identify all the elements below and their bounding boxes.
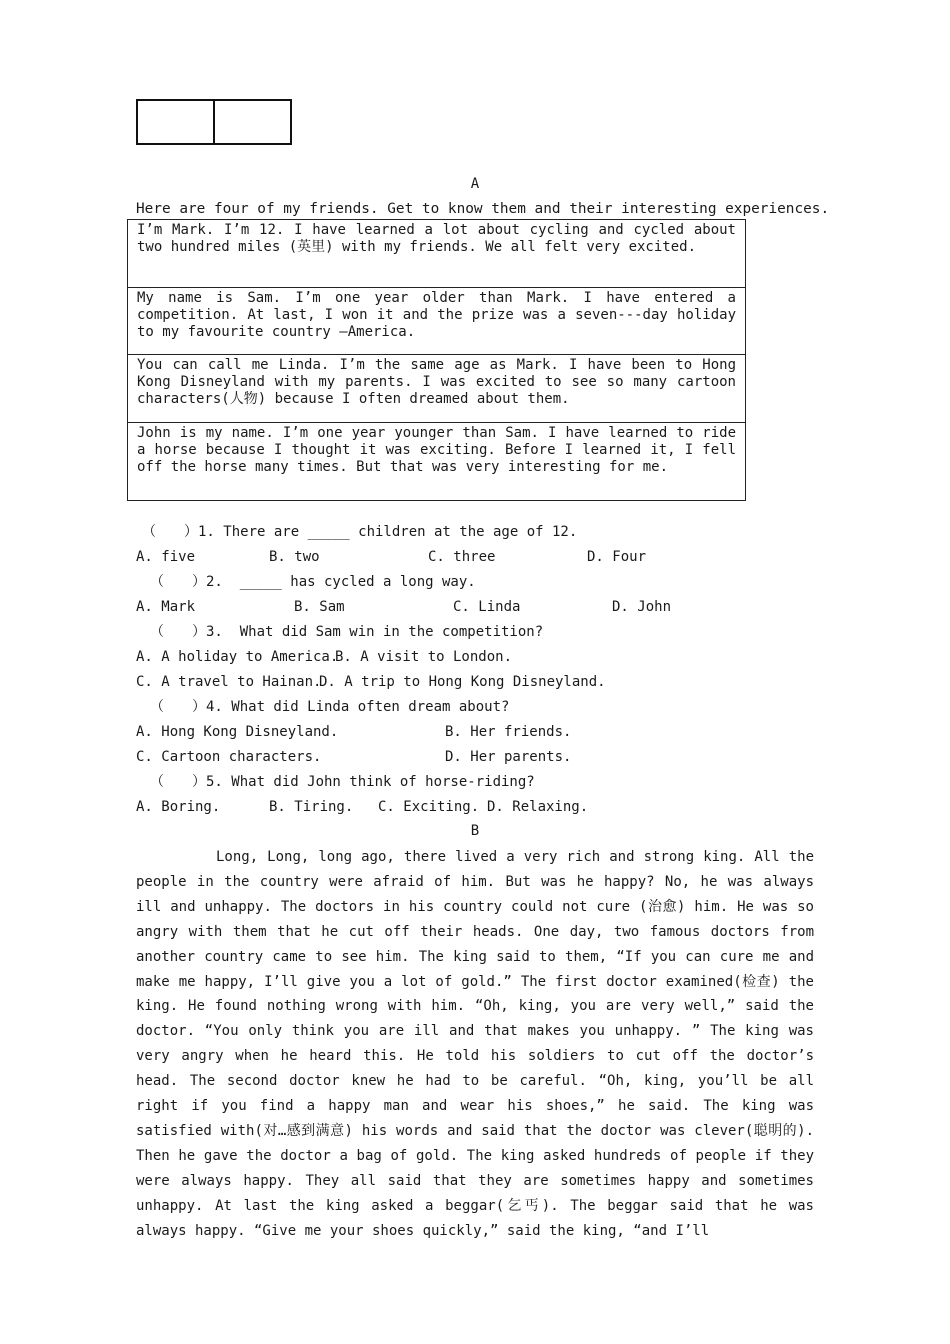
section-b-title: B (470, 823, 480, 839)
section-a-intro: Here are four of my friends. Get to know them and their interesting experiences. (136, 201, 830, 217)
q4-option-c[interactable]: C. Cartoon characters. (136, 749, 322, 765)
q5-option-b[interactable]: B. Tiring. (269, 799, 354, 815)
question-5: （ ）5. What did John think of horse-riding? (150, 774, 535, 790)
friend-linda: You can call me Linda. I’m the same age as Mark. I have been to Hong Kong Disneyland with my parents. I was excited to see so many cartoon characters(人物) because I often dreamed about them. (128, 355, 745, 423)
q1-option-d[interactable]: D. Four (587, 549, 647, 565)
q3-option-a[interactable]: A. A holiday to America. (136, 649, 339, 665)
question-4: （ ）4. What did Linda often dream about? (150, 699, 510, 715)
score-cell (213, 101, 290, 143)
question-3: （ ）3. What did Sam win in the competition? (150, 624, 544, 640)
question-1: （ ）1. There are _____ children at the age of 12. (142, 524, 578, 540)
friends-table (127, 219, 746, 501)
q1-option-b[interactable]: B. two (269, 549, 320, 565)
friend-sam: My name is Sam. I’m one year older than Mark. I have entered a competition. At last, I won it and the prize was a seven---day holiday to my favourite country —America. (128, 288, 745, 355)
q5-option-d[interactable]: D. Relaxing. (487, 799, 589, 815)
q2-option-d[interactable]: D. John (612, 599, 672, 615)
q4-option-a[interactable]: A. Hong Kong Disneyland. (136, 724, 339, 740)
q3-option-c[interactable]: C. A travel to Hainan. (136, 674, 322, 690)
q3-option-b[interactable]: B. A visit to London. (335, 649, 513, 665)
q2-option-b[interactable]: B. Sam (294, 599, 345, 615)
q5-option-a[interactable]: A. Boring. (136, 799, 221, 815)
score-cell (138, 101, 213, 143)
passage-b (136, 845, 814, 1244)
q3-option-d[interactable]: D. A trip to Hong Kong Disneyland. (319, 674, 606, 690)
q5-option-c[interactable]: C. Exciting. (378, 799, 480, 815)
q1-option-c[interactable]: C. three (428, 549, 496, 565)
passage-b-text: Long, Long, long ago, there lived a very rich and strong king. All the people in the country were afraid of him. But was he happy? No, he was always ill and unhappy. The doctors in his country could not cure (治愈) him. He was so angry with them that he cut off their heads. One day, two famous doctors from another country came to see him. The king said to them, “If you can cure me and make me happy, I’ll give you a lot of gold.” The first doctor examined(检查) the king. He found nothing wrong with him. “Oh, king, you are very well,” said the doctor. “You only think you are ill and that makes you unhappy. ” The king was very angry when he heard this. He told his soldiers to cut off the doctor’s head. The second doctor knew he had to be careful. “Oh, king, you’ll be all right if you find a happy man and wear his shoes,” he said. The king was satisfied with(对…感到满意) his words and said that the doctor was clever(聪明的). Then he gave the doctor a bag of gold. The king asked hundreds of people if they were always happy. They all said that they are sometimes happy and sometimes unhappy. At last the king asked a beggar(乞丐). The beggar said that he was always happy. “Give me your shoes quickly,” said the king, “and I’ll (136, 849, 814, 1239)
question-2: （ ）2. _____ has cycled a long way. (150, 574, 476, 590)
q4-option-d[interactable]: D. Her parents. (445, 749, 572, 765)
q4-option-b[interactable]: B. Her friends. (445, 724, 572, 740)
friend-john: John is my name. I’m one year younger than Sam. I have learned to ride a horse because I thought it was exciting. Before I learned it, I fell off the horse many times. But that was very interesting for me. (137, 425, 736, 475)
friend-mark: I’m Mark. I’m 12. I have learned a lot about cycling and cycled about two hundred miles (英里) with my friends. We all felt very excited. (128, 220, 745, 288)
q2-option-a[interactable]: A. Mark (136, 599, 196, 615)
q1-option-a[interactable]: A. five (136, 549, 196, 565)
score-box (136, 99, 292, 145)
section-a-title: A (470, 176, 480, 192)
q2-option-c[interactable]: C. Linda (453, 599, 521, 615)
